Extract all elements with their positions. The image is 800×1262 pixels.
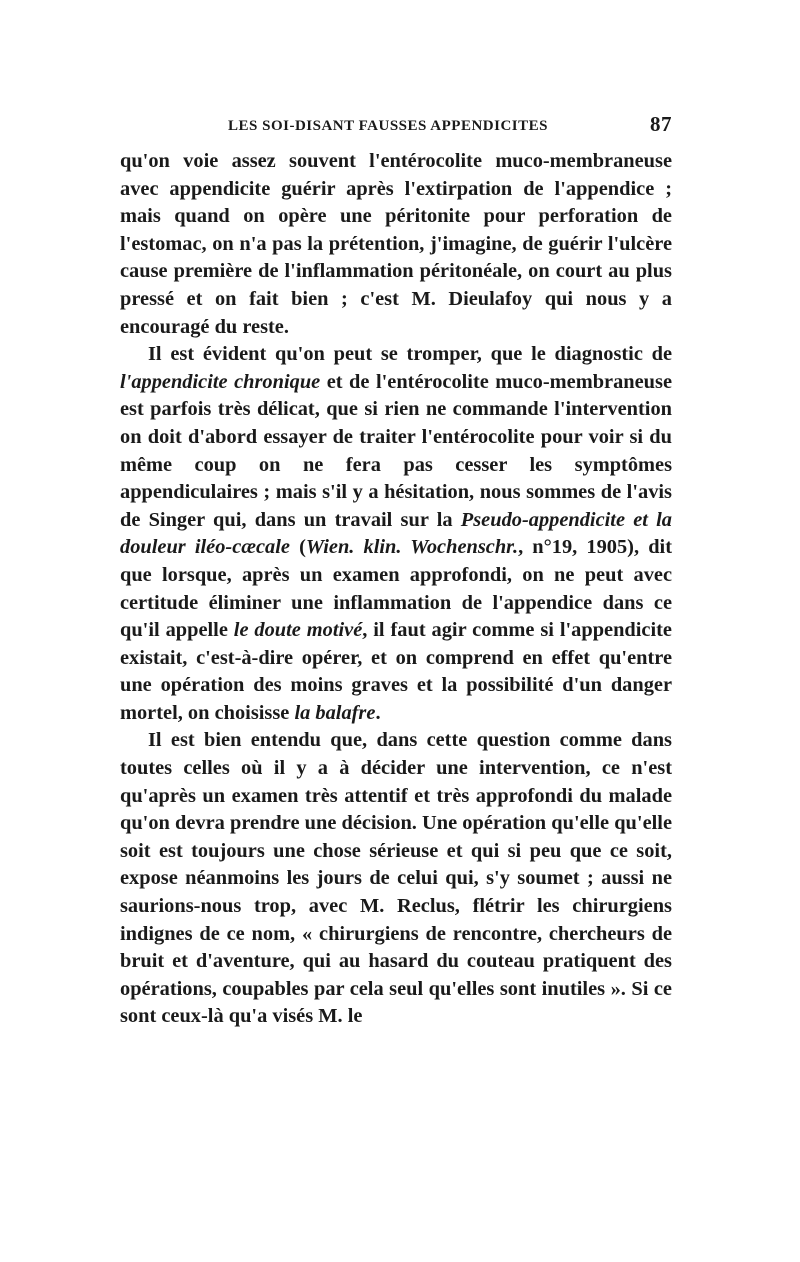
paragraph [120, 148, 672, 341]
italic-text-segment: Pseudo-appendicite et la douleur iléo-cæcale [120, 508, 672, 559]
text-segment: Il est évident qu'on peut se tromper, que le diagnostic de [148, 343, 672, 366]
text-segment: ( [289, 536, 306, 559]
italic-text-segment: l'appendicite chronique [120, 370, 321, 393]
running-title: LES SOI-DISANT FAUSSES APPENDICITES [228, 118, 548, 134]
text-segment: . [375, 701, 381, 724]
page-number: 87 [650, 112, 672, 136]
paragraph [120, 341, 672, 727]
italic-text-segment: le doute motivé [233, 619, 363, 642]
text-segment: et de l'entérocolite muco-membraneuse est parfois très délicat, que si rien ne commande l'intervention on doit d'abord essayer de traiter l'entérocolite pour voir si du même coup on ne fera pas cesser les symptômes appendiculaires ; mais s'il y a hésitation, nous sommes de l'avis de Singer qui, dans un travail sur la [120, 370, 672, 531]
text-segment: qu'on voie assez souvent l'entérocolite muco-membraneuse avec appendicite guérir après l'extirpation de l'appendice ; mais quand on opère une péritonite pour perforation de l'estomac, on n'a pas la prétention, j'imagine, de guérir l'ulcère cause première de l'inflammation péritonéale, on court au plus pressé et on fait bien ; c'est M. Dieulafoy qui nous y a encouragé du reste. [120, 150, 672, 338]
running-head [120, 112, 672, 142]
text-segment: , n°19, 1905), dit que lorsque, après un examen approfondi, on ne peut avec certitude éliminer une inflammation de l'appendice dans ce qu'il appelle [120, 536, 672, 642]
italic-text-segment: la balafre [294, 701, 376, 724]
text-segment: Il est bien entendu que, dans cette question comme dans toutes celles où il y a à décider une intervention, ce n'est qu'après un examen très attentif et très approfondi du malade qu'on devra prendre une décision. Une opération qu'elle qu'elle soit est toujours une chose sérieuse et qui si peu que ce soit, expose néanmoins les jours de celui qui, s'y soumet ; aussi ne saurions-nous trop, avec M. Reclus, flétrir les chirurgiens indignes de ce nom, « chirurgiens de rencontre, chercheurs de bruit et d'aventure, qui au hasard du couteau pratiquent des opérations, coupables par cela seul qu'elles sont inutiles ». Si ce sont ceux-là qu'a visés M. le [120, 729, 672, 1028]
paragraph [120, 727, 672, 1031]
book-page [120, 112, 672, 1031]
text-segment: , il faut agir comme si l'appendicite existait, c'est-à-dire opérer, et on comprend en effet qu'entre une opération des moins graves et la possibilité d'un danger mortel, on choisisse [120, 619, 672, 724]
italic-text-segment: Wien. klin. Wochenschr. [305, 536, 519, 559]
body-text [120, 148, 672, 1031]
